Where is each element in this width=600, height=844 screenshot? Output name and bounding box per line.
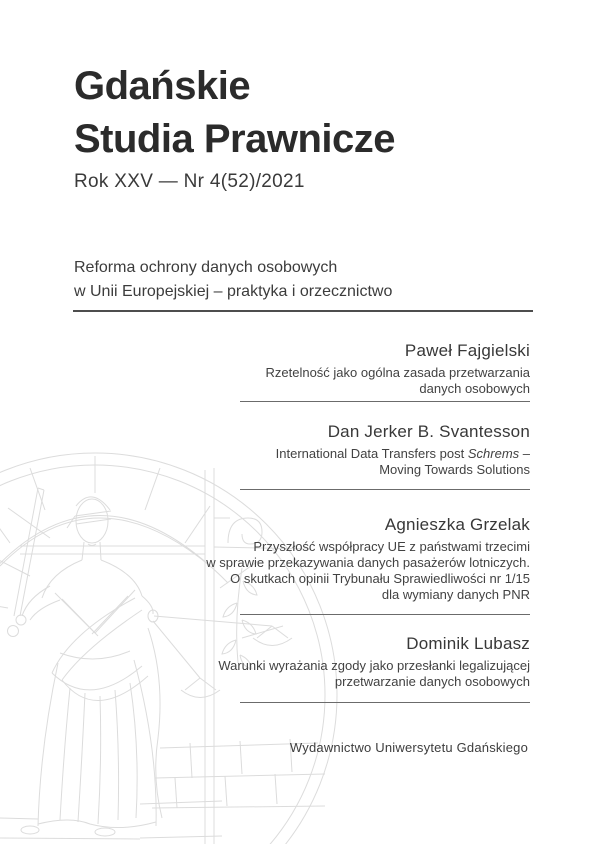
journal-title-line2: Studia Prawnicze xyxy=(74,117,395,161)
entry-separator xyxy=(240,702,530,703)
author-name: Dan Jerker B. Svantesson xyxy=(327,422,530,441)
article-title xyxy=(70,658,530,690)
entry-separator xyxy=(240,489,530,490)
article-entry xyxy=(70,514,530,603)
article-title-line: Warunki wyrażania zgody jako przesłanki legalizującej xyxy=(218,658,530,673)
issue-theme-line1: Reforma ochrony danych osobowych xyxy=(74,259,338,276)
issue-theme xyxy=(74,256,392,304)
article-title xyxy=(70,539,530,603)
article-title-line: O skutkach opinii Trybunału Sprawiedliwości nr 1/15 xyxy=(230,571,530,586)
article-title-italic: Schrems xyxy=(464,446,520,461)
article-entry xyxy=(70,633,530,690)
article-entry xyxy=(70,340,530,397)
article-title-line: Przyszłość współpracy UE z państwami trzecimi xyxy=(253,539,530,554)
article-title xyxy=(70,365,530,397)
journal-title-line1: Gdańskie xyxy=(74,64,251,108)
article-title xyxy=(70,446,530,478)
article-title-line: dla wymiany danych PNR xyxy=(381,587,530,602)
article-entry xyxy=(70,421,530,478)
article-title-line: Rzetelność jako ogólna zasada przetwarzania xyxy=(265,365,530,380)
entry-separator xyxy=(240,614,530,615)
article-title-line: Moving Towards Solutions xyxy=(379,462,530,477)
article-title-line: – xyxy=(519,446,530,461)
article-title-line: przetwarzanie danych osobowych xyxy=(334,674,530,689)
entry-separator xyxy=(240,401,530,402)
issue-theme-line2: w Unii Europejskiej – praktyka i orzecznictwo xyxy=(74,283,393,300)
theme-rule xyxy=(73,310,533,312)
author-name: Agnieszka Grzelak xyxy=(384,515,530,534)
journal-title xyxy=(74,60,395,166)
masthead xyxy=(74,60,395,166)
article-title-line: International Data Transfers post xyxy=(275,446,465,461)
issue-line: Rok XXV — Nr 4(52)/2021 xyxy=(74,171,305,192)
article-title-line: w sprawie przekazywania danych pasażerów lotniczych. xyxy=(206,555,530,570)
author-name: Dominik Lubasz xyxy=(406,634,530,653)
article-title-line: danych osobowych xyxy=(419,381,530,396)
publisher-line: Wydawnictwo Uniwersytetu Gdańskiego xyxy=(289,740,528,755)
author-name: Paweł Fajgielski xyxy=(404,341,530,360)
